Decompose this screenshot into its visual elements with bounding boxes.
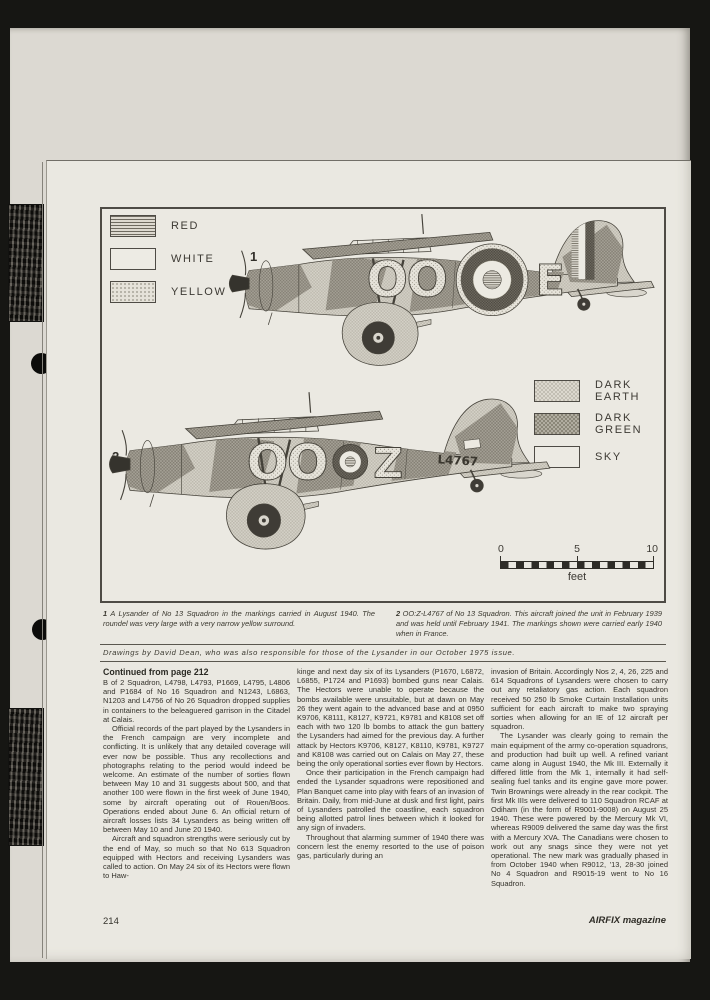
figure-plate [100,207,666,603]
scale-tick-0: 0 [498,543,504,555]
legend-row-red [110,215,226,237]
paragraph: The Lysander was clearly going to remain the main equipment of the army co-operation squadrons, and production had built up well. A refined variant came along in August 1940, the Mk III. Externally it differed little from the Mk 1, internally it had self-sealing fuel tanks and its engine gave more power. Twin Brownings were already in the rear cockpit. The first Mk IIIs were delivered to 110 Squadron RCAF at Odiham (in the form of R9001-9008) on August 25 1940. These were powered by the Mercury Mk VI, whereas R9009 delivered the same day was the first with a Mercury XVA. The Canadians were chosen to work out any snags since they were not yet operational. The new mark was gradually phased in from October 1940 when R9012, '13, 28-30 joined No 4 Squadron and R9015-19 went to No 16 Squadron. [491,731,668,888]
paragraph: invasion of Britain. Accordingly Nos 2, 4, 26, 225 and 614 Squadrons of Lysanders were chosen to carry out any retaliatory gas action. Each squadron received 50 250 lb Smoke Curtain Installation units sufficient for each aircraft to make two spraying sorties when allowing for an IE of 12 aircraft per squadron. [491,667,668,732]
paragraph: Aircraft and squadron strengths were seriously cut by the end of May, so much so that No 613 Squadron equipped with Hectors and receiving Lysanders was called to action. On May 24 six of its Hectors were flown to Haw- [103,834,290,881]
aircraft-drawing-1 [226,211,662,402]
binding-corner-bottom [8,708,44,846]
white-swatch [110,248,156,270]
scale-numbers [498,543,658,556]
scale-tick-5: 5 [574,543,580,555]
caption-2-text: OO:Z-L4767 of No 13 Squadron. This aircraft joined the unit in February 1939 and was held until February 1941. The markings shown were carried early 1940 when in France. [396,609,662,638]
article-column-1 [103,667,290,880]
paragraph: Once their participation in the French campaign had ended the Lysander squadrons were repositioned and Plan Banquet came into play with fears of an invasion of Britain. Daily, from mid-June at dusk and first light, pairs of Lysanders patrolled the coastline, each squadron being allotted patrol lines between which it looked for any sign of invaders. [297,768,484,833]
paragraph: kinge and next day six of its Lysanders (P1670, L6872, L6855, P1724 and P1693) bombed guns near Calais. The Hectors were unable to operate because the bombs available were unsuitable, but at dawn on May 26 they went again to the advanced base and at 0950 K9706, K8111, K8127, K9721, K9781 and K8108 set off each with two 120 lb bombs to attack the gun battery the Lysanders had aimed for the previous day. A further attack by Hectors K9706, K8127, K8110, K9781, K9727 and K8108 was carried out on Calais on May 27, these being the only operational sorties ever flown by Hectors. [297,667,484,769]
magazine-name: AIRFIX magazine [588,915,666,926]
roundel-small [333,444,368,479]
legend-label-sky: SKY [595,451,622,463]
caption-1-text: A Lysander of No 13 Squadron in the markings carried in August 1940. The roundel was very large with a very narrow yellow surround. [103,609,375,628]
legend-row-white [110,248,226,270]
legend-label-dark-earth: DARK EARTH [595,379,641,403]
page-number: 214 [103,916,119,927]
caption-2 [396,609,662,638]
paragraph: B of 2 Squadron, L4798, L4793, P1669, L4795, L4806 and P1684 of No 16 Squadron and N1243, L6863, N1203 and L4756 of No 26 Squadron dropped supplies in containers to the beleaguered garrison in the Citadel at Calais. [103,678,290,724]
binding-corner-top [8,204,44,322]
caption-1 [103,609,375,629]
continued-heading: Continued from page 212 [103,667,209,677]
legend-row-yellow [110,281,226,303]
divider-below-credit [100,661,666,662]
scale-tick-marks [500,556,654,561]
red-swatch [110,215,156,237]
yellow-swatch [110,281,156,303]
legend-label-red: RED [171,220,200,232]
caption-1-number: 1 [103,609,108,618]
legend-label-dark-green: DARK GREEN [595,412,643,436]
page-edge-line [42,162,43,958]
aircraft-letter: Z [373,439,404,488]
article-column-2 [297,667,484,860]
aircraft-letter: E [535,256,565,307]
divider-above-credit [100,644,666,645]
legend-markings [110,215,226,314]
legend-label-white: WHITE [171,253,215,265]
roundel-large [456,244,528,316]
drawing-number-1: 1 [250,249,258,264]
scale-tick-10: 10 [646,543,658,555]
serial-number: L4767 [437,452,479,469]
scale-unit-label: feet [567,571,587,583]
caption-2-number: 2 [396,609,401,618]
paragraph: Throughout that alarming summer of 1940 there was concern lest the enemy resorted to the use of poison gas, particularly during an [297,832,484,861]
scale-bar-rule [500,561,654,569]
legend-label-yellow: YELLOW [171,286,227,298]
paragraph: Official records of the part played by the Lysanders in the French campaign are very incomplete and conflicting. It is unlikely that any detailed coverage will ever now be possible. Thus any recollections and photographs relating to the period would indeed be welcome. An estimate of the number of sorties flown between May 10 and 31 suggests about 500, and that another 100 were flown in the first week of June 1940, some by aircraft operating out of Rouen/Boos. Operations ended about June 6. An official return of aircraft losses lists 34 Lysanders as being written off between May 10 and June 20 1940. [103,724,290,835]
article-column-3 [491,667,668,888]
scale-bar [498,543,658,583]
squadron-code-fwd: OO [366,251,447,309]
squadron-code-fwd: OO [246,433,328,492]
fuselage-panel [464,439,481,450]
aircraft-drawing-2 [106,389,558,587]
drawings-credit: Drawings by David Dean, who was also responsible for those of the Lysander in our October 1975 issue. [103,648,516,657]
